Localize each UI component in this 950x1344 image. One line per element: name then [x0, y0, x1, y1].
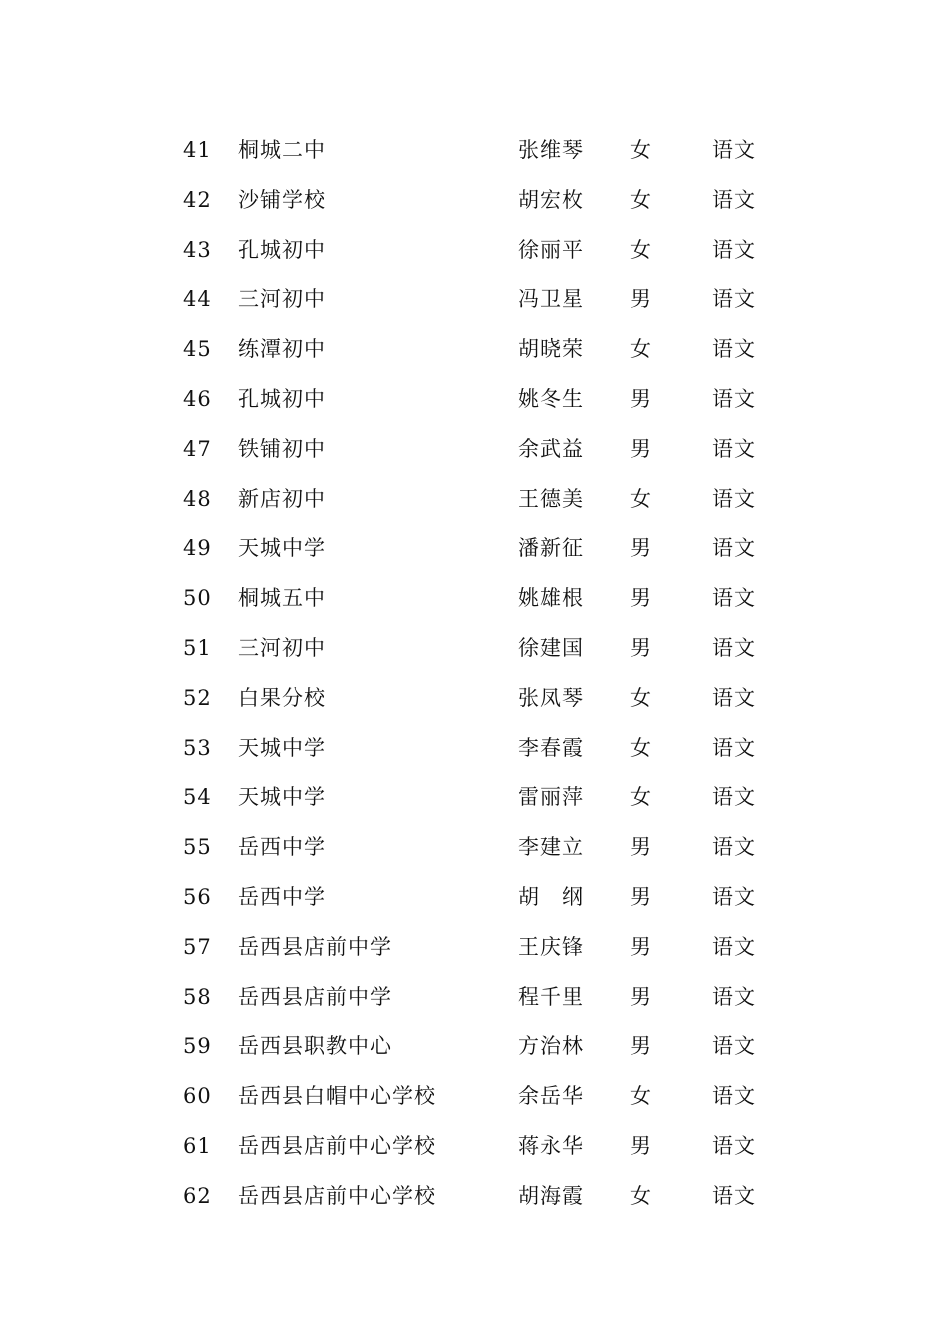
subject: 语文 [712, 138, 756, 162]
row-number: 49 [183, 536, 212, 561]
row-number: 56 [183, 884, 212, 909]
gender: 女 [630, 486, 651, 511]
row-number: 46 [183, 386, 212, 411]
gender: 男 [630, 835, 651, 860]
teacher-name: 张维琴 [518, 138, 584, 162]
row-number: 52 [183, 685, 212, 710]
teacher-name: 胡海霞 [518, 1183, 584, 1208]
list-item [0, 1172, 950, 1222]
school-name: 孔城初中 [238, 237, 326, 262]
gender: 女 [630, 138, 651, 162]
subject: 语文 [712, 436, 756, 461]
subject: 语文 [712, 1084, 756, 1109]
school-name: 岳西县店前中心学校 [238, 1133, 436, 1158]
subject: 语文 [712, 1133, 756, 1158]
teacher-name: 姚冬生 [518, 386, 584, 411]
gender: 男 [630, 536, 651, 561]
gender: 男 [630, 436, 651, 461]
list-item [0, 973, 950, 1023]
subject: 语文 [712, 486, 756, 511]
row-number: 47 [183, 436, 212, 461]
list-item [0, 524, 950, 574]
list-item [0, 1072, 950, 1122]
row-number: 54 [183, 785, 212, 810]
teacher-name: 潘新征 [518, 536, 584, 561]
school-name: 三河初中 [238, 635, 326, 660]
school-name: 三河初中 [238, 287, 326, 312]
row-number: 60 [183, 1084, 212, 1109]
subject: 语文 [712, 1183, 756, 1208]
gender: 女 [630, 1183, 651, 1208]
gender: 女 [630, 785, 651, 810]
subject: 语文 [712, 685, 756, 710]
row-number: 42 [183, 187, 212, 212]
school-name: 岳西县店前中心学校 [238, 1183, 436, 1208]
subject: 语文 [712, 635, 756, 660]
school-name: 天城中学 [238, 785, 326, 810]
gender: 女 [630, 237, 651, 262]
school-name: 岳西县职教中心 [238, 1034, 392, 1059]
gender: 男 [630, 984, 651, 1009]
list-item [0, 226, 950, 276]
subject: 语文 [712, 287, 756, 312]
teacher-roster-list [0, 126, 950, 1222]
subject: 语文 [712, 884, 756, 909]
teacher-name: 雷丽萍 [518, 785, 584, 810]
subject: 语文 [712, 785, 756, 810]
row-number: 44 [183, 287, 212, 312]
list-item [0, 773, 950, 823]
school-name: 白果分校 [238, 685, 326, 710]
subject: 语文 [712, 386, 756, 411]
teacher-name: 胡晓荣 [518, 337, 584, 362]
gender: 女 [630, 735, 651, 760]
teacher-name: 王德美 [518, 486, 584, 511]
school-name: 新店初中 [238, 486, 326, 511]
list-item [0, 624, 950, 674]
school-name: 岳西县白帽中心学校 [238, 1084, 436, 1109]
teacher-name: 冯卫星 [518, 287, 584, 312]
list-item [0, 176, 950, 226]
gender: 男 [630, 586, 651, 611]
row-number: 51 [183, 635, 212, 660]
list-item [0, 724, 950, 774]
school-name: 铁铺初中 [238, 436, 326, 461]
school-name: 岳西县店前中学 [238, 984, 392, 1009]
row-number: 48 [183, 486, 212, 511]
row-number: 55 [183, 835, 212, 860]
list-item [0, 923, 950, 973]
teacher-name: 李春霞 [518, 735, 584, 760]
row-number: 58 [183, 984, 212, 1009]
subject: 语文 [712, 835, 756, 860]
gender: 女 [630, 337, 651, 362]
gender: 男 [630, 884, 651, 909]
teacher-name: 姚雄根 [518, 586, 584, 611]
teacher-name: 程千里 [518, 984, 584, 1009]
gender: 男 [630, 635, 651, 660]
row-number: 41 [183, 138, 212, 162]
row-number: 53 [183, 735, 212, 760]
school-name: 岳西中学 [238, 835, 326, 860]
list-item [0, 475, 950, 525]
school-name: 桐城二中 [238, 138, 326, 162]
teacher-name: 徐丽平 [518, 237, 584, 262]
school-name: 沙铺学校 [238, 187, 326, 212]
list-item [0, 1022, 950, 1072]
teacher-name: 蒋永华 [518, 1133, 584, 1158]
subject: 语文 [712, 735, 756, 760]
subject: 语文 [712, 1034, 756, 1059]
gender: 男 [630, 1034, 651, 1059]
row-number: 57 [183, 934, 212, 959]
list-item [0, 425, 950, 475]
gender: 女 [630, 685, 651, 710]
teacher-name: 李建立 [518, 835, 584, 860]
school-name: 岳西县店前中学 [238, 934, 392, 959]
subject: 语文 [712, 934, 756, 959]
row-number: 43 [183, 237, 212, 262]
subject: 语文 [712, 536, 756, 561]
school-name: 孔城初中 [238, 386, 326, 411]
school-name: 天城中学 [238, 536, 326, 561]
teacher-name: 余武益 [518, 436, 584, 461]
subject: 语文 [712, 586, 756, 611]
list-item [0, 1122, 950, 1172]
subject: 语文 [712, 984, 756, 1009]
list-item [0, 275, 950, 325]
row-number: 59 [183, 1034, 212, 1059]
list-item [0, 823, 950, 873]
school-name: 练潭初中 [238, 337, 326, 362]
teacher-name: 余岳华 [518, 1084, 584, 1109]
gender: 女 [630, 187, 651, 212]
teacher-name: 王庆锋 [518, 934, 584, 959]
gender: 女 [630, 1084, 651, 1109]
gender: 男 [630, 386, 651, 411]
row-number: 62 [183, 1183, 212, 1208]
row-number: 61 [183, 1133, 212, 1158]
teacher-name: 胡宏枚 [518, 187, 584, 212]
subject: 语文 [712, 237, 756, 262]
teacher-name: 方治林 [518, 1034, 584, 1059]
list-item [0, 873, 950, 923]
list-item [0, 126, 950, 176]
row-number: 50 [183, 586, 212, 611]
gender: 男 [630, 287, 651, 312]
list-item [0, 674, 950, 724]
list-item [0, 325, 950, 375]
teacher-name: 胡 纲 [518, 884, 584, 909]
list-item [0, 375, 950, 425]
school-name: 桐城五中 [238, 586, 326, 611]
gender: 男 [630, 1133, 651, 1158]
gender: 男 [630, 934, 651, 959]
teacher-name: 张凤琴 [518, 685, 584, 710]
row-number: 45 [183, 337, 212, 362]
list-item [0, 574, 950, 624]
school-name: 天城中学 [238, 735, 326, 760]
subject: 语文 [712, 337, 756, 362]
subject: 语文 [712, 187, 756, 212]
school-name: 岳西中学 [238, 884, 326, 909]
teacher-name: 徐建国 [518, 635, 584, 660]
